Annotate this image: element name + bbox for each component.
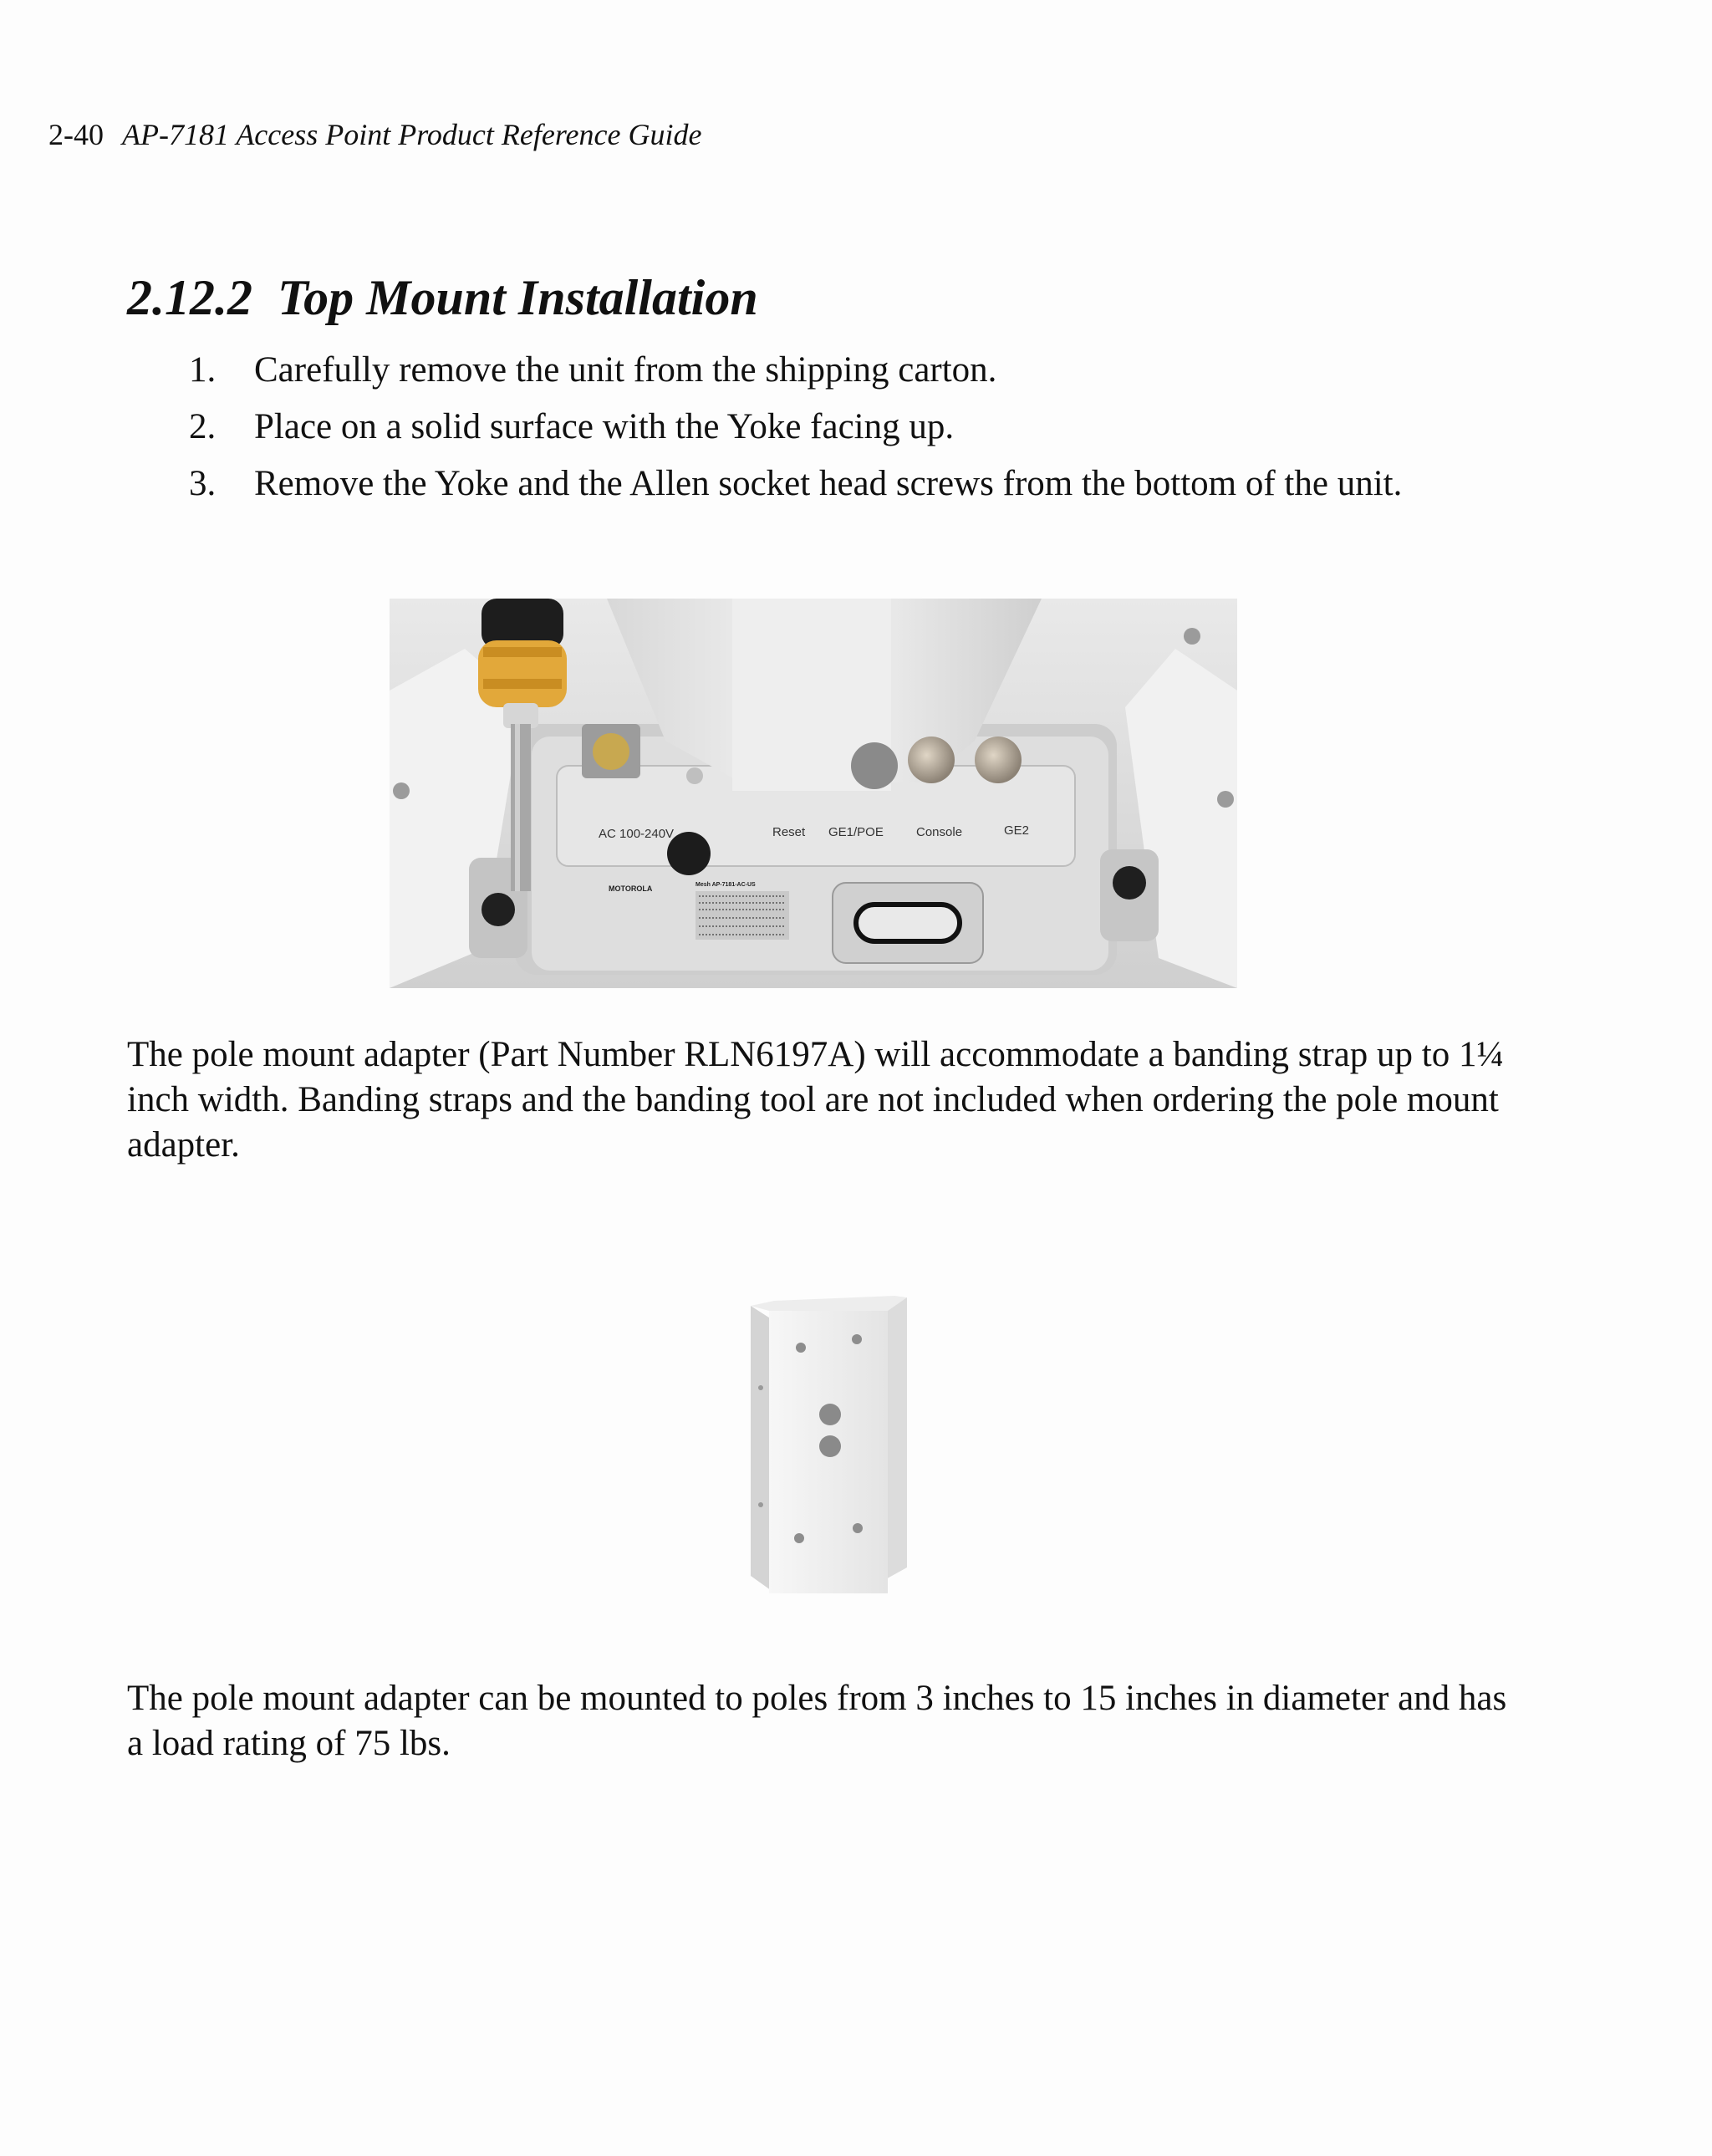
step-text: Place on a solid surface with the Yoke facing up. xyxy=(254,407,955,446)
step-text: Carefully remove the unit from the shipping carton. xyxy=(254,350,997,390)
step-number: 2. xyxy=(189,407,217,446)
document-title: AP-7181 Access Point Product Reference Guide xyxy=(122,118,702,151)
access-point-underside-photo xyxy=(390,599,1237,988)
ge2-label: GE2 xyxy=(1004,823,1030,838)
brand-text: MOTOROLA xyxy=(609,884,653,893)
pole-diameter-paragraph: The pole mount adapter can be mounted to poles from 3 inches to 15 inches in diameter and has a load rating of 75 lbs. xyxy=(127,1679,1507,1763)
ge1-poe-label: GE1/POE xyxy=(828,825,884,839)
console-label: Console xyxy=(916,825,963,839)
running-header xyxy=(48,117,701,152)
step-text: Remove the Yoke and the Allen socket head screws from the bottom of the unit. xyxy=(254,464,1403,503)
section-title: Top Mount Installation xyxy=(278,270,758,325)
page-number: 2-40 xyxy=(48,118,104,151)
ac-label: AC 100-240V xyxy=(599,827,675,841)
step-number: 1. xyxy=(189,350,217,390)
model-text: Mesh AP-7181-AC-US xyxy=(696,882,756,888)
reset-label: Reset xyxy=(772,825,806,839)
pole-mount-adapter-paragraph: The pole mount adapter (Part Number RLN6197A) will accommodate a banding strap up to 1¼ inch width. Banding straps and the banding tool are not included when ordering the pole mount adapter. xyxy=(127,1035,1504,1165)
step-number: 3. xyxy=(189,464,217,503)
section-number: 2.12.2 xyxy=(127,270,252,325)
pole-mount-bracket-image xyxy=(736,1287,936,1605)
section-heading xyxy=(127,269,758,327)
